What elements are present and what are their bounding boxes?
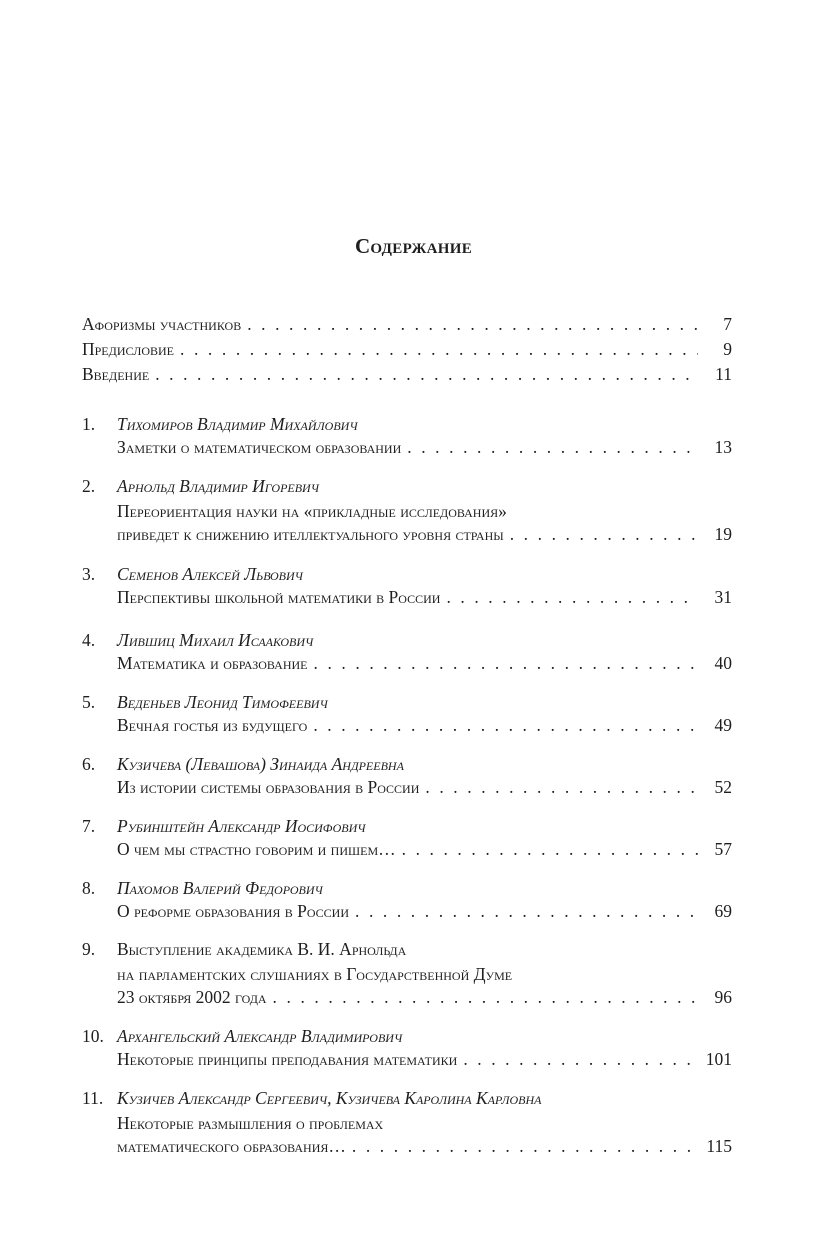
dot-leader bbox=[402, 839, 698, 860]
entry-number: 7. bbox=[82, 816, 96, 836]
toc-entry bbox=[82, 752, 732, 802]
toc-line bbox=[117, 437, 732, 462]
toc-line bbox=[117, 715, 732, 740]
dot-leader bbox=[510, 524, 698, 545]
toc-entry bbox=[82, 412, 732, 462]
entry-number: 4. bbox=[82, 630, 96, 650]
toc-page-number: 57 bbox=[714, 839, 732, 859]
entry-number: 2. bbox=[82, 476, 96, 496]
dot-leader bbox=[446, 587, 698, 608]
dot-leader bbox=[425, 777, 698, 798]
toc-line bbox=[117, 901, 732, 926]
toc-line bbox=[117, 1049, 732, 1074]
toc-entry bbox=[82, 628, 732, 678]
entry-author: Тихомиров Владимир Михайлович bbox=[117, 414, 358, 434]
toc-page-number: 19 bbox=[714, 524, 732, 544]
dot-leader bbox=[314, 653, 698, 674]
toc-line bbox=[117, 653, 732, 678]
toc-page-number: 96 bbox=[714, 987, 732, 1007]
dot-leader bbox=[407, 437, 698, 458]
toc-line bbox=[117, 839, 732, 864]
toc-page-number: 7 bbox=[723, 314, 732, 334]
toc-entry bbox=[82, 474, 732, 549]
entry-title: О чем мы страстно говорим и пишем… bbox=[117, 839, 396, 859]
toc-page-number: 31 bbox=[714, 587, 732, 607]
toc-line-text: Введение bbox=[82, 364, 150, 384]
toc-entry bbox=[82, 1024, 732, 1074]
toc-front-matter bbox=[82, 314, 732, 389]
toc-line bbox=[82, 364, 732, 389]
toc-line bbox=[117, 524, 732, 549]
toc-entry bbox=[82, 1086, 732, 1161]
toc-line bbox=[117, 987, 732, 1012]
toc-entry bbox=[82, 814, 732, 864]
dot-leader bbox=[352, 1136, 692, 1157]
dot-leader bbox=[463, 1049, 691, 1070]
entry-title-line: Некоторые размышления о проблемах bbox=[117, 1113, 384, 1133]
entry-title: математического образования… bbox=[117, 1136, 346, 1156]
entry-author: Рубинштейн Александр Иосифович bbox=[117, 816, 366, 836]
entry-number: 8. bbox=[82, 878, 96, 898]
entry-number: 3. bbox=[82, 564, 96, 584]
toc-page-number: 115 bbox=[706, 1136, 732, 1156]
toc-line bbox=[117, 777, 732, 802]
entry-number: 10. bbox=[82, 1026, 104, 1046]
toc-line bbox=[82, 339, 732, 364]
entry-title: приведет к снижению ителлектуального уровня страны bbox=[117, 524, 504, 544]
dot-leader bbox=[180, 339, 698, 360]
entry-title: Вечная гостья из будущего bbox=[117, 715, 308, 735]
entry-author: Веденьев Леонид Тимофеевич bbox=[117, 692, 328, 712]
toc-page-number: 9 bbox=[723, 339, 732, 359]
toc-page-number: 52 bbox=[714, 777, 732, 797]
toc-page-number: 11 bbox=[715, 364, 732, 384]
toc-entry bbox=[82, 937, 732, 1012]
toc-entry bbox=[82, 562, 732, 612]
dot-leader bbox=[313, 715, 698, 736]
toc-line bbox=[117, 587, 732, 612]
toc-line-text: Афоризмы участников bbox=[82, 314, 242, 334]
dot-leader bbox=[273, 987, 698, 1008]
entry-title: Перспективы школьной математики в России bbox=[117, 587, 441, 607]
entry-number: 1. bbox=[82, 414, 96, 434]
toc-line-text: Предисловие bbox=[82, 339, 175, 359]
dot-leader bbox=[355, 901, 698, 922]
entry-number: 5. bbox=[82, 692, 96, 712]
entry-number: 6. bbox=[82, 754, 96, 774]
entry-title: Математика и образование bbox=[117, 653, 308, 673]
entry-title: Некоторые принципы преподавания математики bbox=[117, 1049, 458, 1069]
toc-page-number: 101 bbox=[705, 1049, 732, 1069]
entry-title: Заметки о математическом образовании bbox=[117, 437, 402, 457]
toc-entry bbox=[82, 690, 732, 740]
entry-title: Из истории системы образования в России bbox=[117, 777, 420, 797]
entry-author: Архангельский Александр Владимирович bbox=[117, 1026, 403, 1046]
entry-title-line: Выступление академика В. И. Арнольда bbox=[117, 939, 407, 959]
toc-page-number: 40 bbox=[714, 653, 732, 673]
page-title: Содержание bbox=[354, 234, 473, 258]
toc-page-number: 49 bbox=[714, 715, 732, 735]
entry-author: Кузичев Александр Сергеевич, Кузичева Каролина Карловна bbox=[117, 1088, 542, 1108]
entry-author: Кузичева (Левашова) Зинаида Андреевна bbox=[117, 754, 404, 774]
entry-number: 9. bbox=[82, 939, 96, 959]
toc-line bbox=[117, 1136, 732, 1161]
toc-page-number: 13 bbox=[714, 437, 732, 457]
entry-author: Лившиц Михаил Исаакович bbox=[117, 630, 314, 650]
entry-author: Пахомов Валерий Федорович bbox=[117, 878, 323, 898]
entry-title-line: на парламентских слушаниях в Государственной Думе bbox=[117, 964, 513, 984]
toc-entry bbox=[82, 876, 732, 926]
entry-author: Арнольд Владимир Игоревич bbox=[117, 476, 319, 496]
entry-author: Семенов Алексей Львович bbox=[117, 564, 303, 584]
toc-page-number: 69 bbox=[714, 901, 732, 921]
entry-number: 11. bbox=[82, 1088, 104, 1108]
dot-leader bbox=[155, 364, 698, 385]
entry-title-line: Переориентация науки на «прикладные исследования» bbox=[117, 501, 507, 521]
toc-line bbox=[82, 314, 732, 339]
entry-title: 23 октября 2002 года bbox=[117, 987, 267, 1007]
entry-title: О реформе образования в России bbox=[117, 901, 349, 921]
dot-leader bbox=[247, 314, 698, 335]
